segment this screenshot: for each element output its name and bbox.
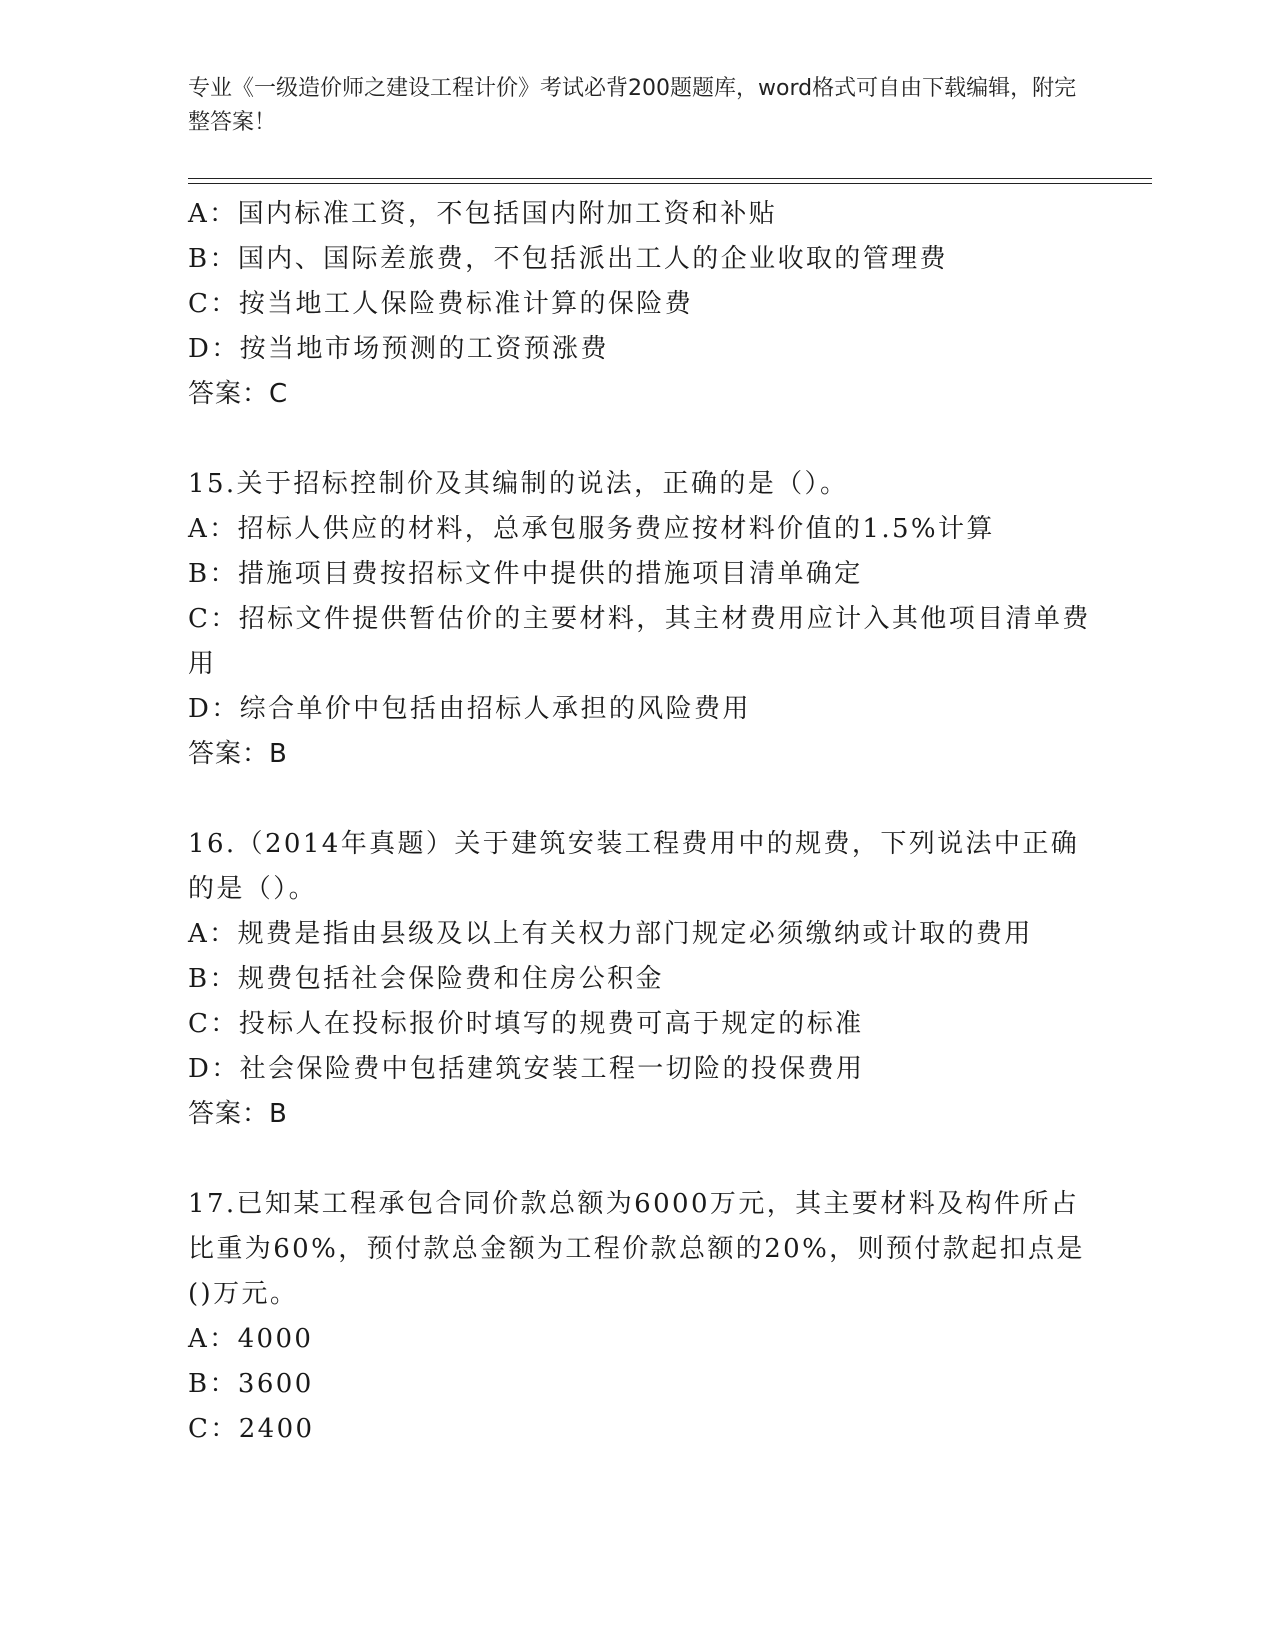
option-c: C：招标文件提供暂估价的主要材料，其主材费用应计入其他项目清单费用 — [188, 604, 1091, 679]
option-c: C：按当地工人保险费标准计算的保险费 — [188, 289, 694, 319]
answer-line: 答案：B — [188, 1099, 288, 1129]
option-d: D：综合单价中包括由招标人承担的风险费用 — [188, 694, 751, 724]
option-d: D：社会保险费中包括建筑安装工程一切险的投保费用 — [188, 1054, 865, 1084]
header-divider-bottom — [188, 183, 1152, 184]
question-block-17 — [188, 1182, 1098, 1452]
option-d: D：按当地市场预测的工资预涨费 — [188, 334, 609, 364]
header-divider-top — [188, 178, 1152, 179]
option-c: C：投标人在投标报价时填写的规费可高于规定的标准 — [188, 1009, 864, 1039]
option-b: B：国内、国际差旅费，不包括派出工人的企业收取的管理费 — [188, 244, 948, 274]
option-b: B：规费包括社会保险费和住房公积金 — [188, 964, 664, 994]
question-text: 16.（2014年真题）关于建筑安装工程费用中的规费，下列说法中正确的是（）。 — [188, 829, 1080, 904]
option-b: B：3600 — [188, 1369, 314, 1399]
option-a: A：4000 — [188, 1324, 314, 1354]
answer-line: 答案：B — [188, 739, 288, 769]
option-c: C：2400 — [188, 1414, 315, 1444]
question-block-15 — [188, 462, 1098, 777]
question-block-16 — [188, 822, 1098, 1137]
question-list — [188, 192, 1098, 1497]
option-a: A：规费是指由县级及以上有关权力部门规定必须缴纳或计取的费用 — [188, 919, 1033, 949]
question-text: 15.关于招标控制价及其编制的说法，正确的是（）。 — [188, 469, 849, 499]
option-a: A：国内标准工资，不包括国内附加工资和补贴 — [188, 199, 778, 229]
document-header: 专业《一级造价师之建设工程计价》考试必背200题题库，word格式可自由下载编辑，附完整答案！ — [188, 76, 1077, 135]
question-block-14 — [188, 192, 1098, 417]
option-a: A：招标人供应的材料，总承包服务费应按材料价值的1.5%计算 — [188, 514, 995, 544]
question-text: 17.已知某工程承包合同价款总额为6000万元，其主要材料及构件所占比重为60%，预付款总金额为工程价款总额的20%，则预付款起扣点是()万元。 — [188, 1189, 1085, 1309]
option-b: B：措施项目费按招标文件中提供的措施项目清单确定 — [188, 559, 863, 589]
answer-line: 答案：C — [188, 379, 289, 409]
